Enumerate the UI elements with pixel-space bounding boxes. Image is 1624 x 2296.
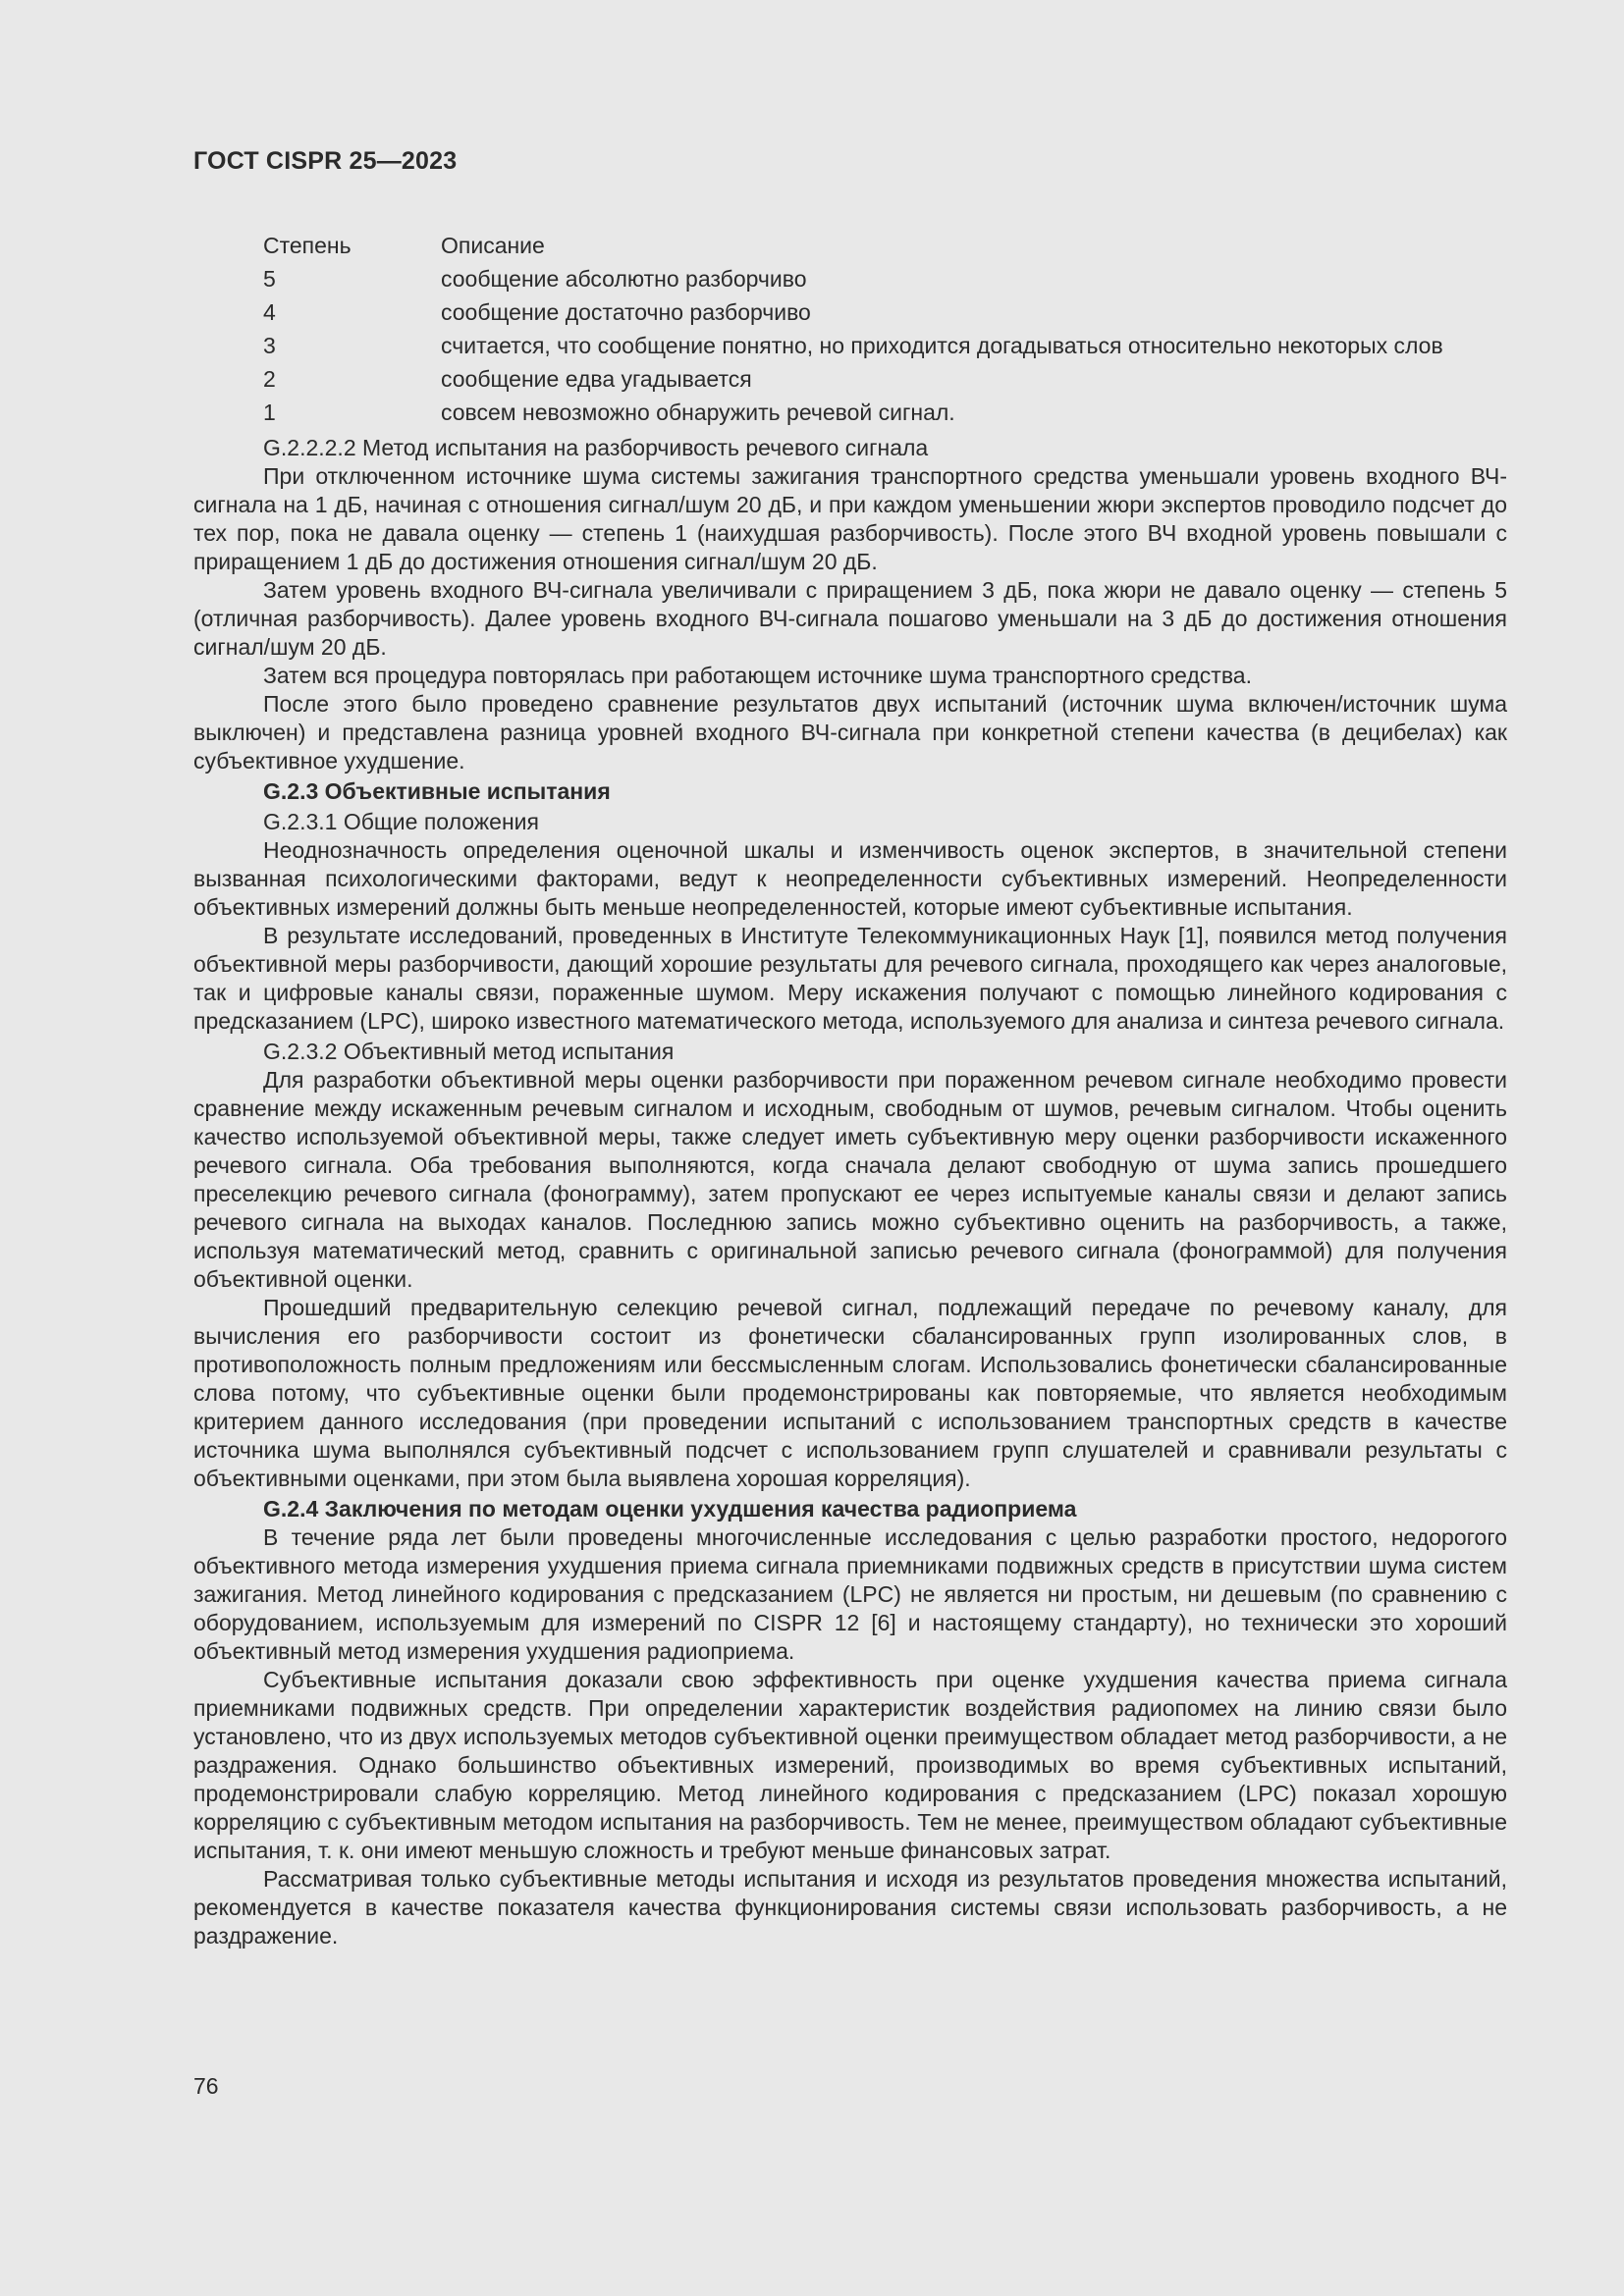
paragraph: После этого было проведено сравнение результатов двух испытаний (источник шума включен/источник шума выключен) и представлена разница уровней входного ВЧ-сигнала при конкретной степени качества (в децибелах) как субъективное ухудшение. xyxy=(193,691,1507,774)
description-column-header: Описание xyxy=(441,233,545,258)
grade-value: 4 xyxy=(263,299,276,325)
grade-description: совсем невозможно обнаружить речевой сигнал. xyxy=(441,400,955,425)
section-heading-g2222: G.2.2.2.2 Метод испытания на разборчивость речевого сигнала xyxy=(263,435,929,460)
paragraph: В результате исследований, проведенных в Институте Телекоммуникационных Наук [1], появился метод получения объективной меры разборчивости, дающий хорошие результаты для речевого сигнала, проходящего как через аналоговые, так и цифровые каналы связи, пораженные шумом. Меру искажения получают с помощью линейного кодирования с предсказанием (LPC), широко известного математического метода, используемого для анализа и синтеза речевого сигнала. xyxy=(193,923,1507,1034)
table-row xyxy=(193,332,1507,365)
paragraph: Затем вся процедура повторялась при работающем источнике шума транспортного средства. xyxy=(263,663,1252,688)
grade-description: сообщение достаточно разборчиво xyxy=(441,299,811,325)
table-row xyxy=(193,365,1507,399)
paragraph: При отключенном источнике шума системы зажигания транспортного средства уменьшали уровень входного ВЧ-сигнала на 1 дБ, начиная с отношения сигнал/шум 20 дБ, и при каждом уменьшении жюри экспертов проводило подсчет до тех пор, пока не давала оценку — степень 1 (наихудшая разборчивость). После этого ВЧ входной уровень повышали с приращением 1 дБ до достижения отношения сигнал/шум 20 дБ. xyxy=(193,463,1507,574)
section-heading-g24: G.2.4 Заключения по методам оценки ухудшения качества радиоприема xyxy=(263,1496,1077,1522)
grade-description: считается, что сообщение понятно, но приходится догадываться относительно некоторых слов xyxy=(441,333,1443,358)
grade-description: сообщение абсолютно разборчиво xyxy=(441,266,807,292)
grade-description: сообщение едва угадывается xyxy=(441,366,752,392)
subsection-heading-g231: G.2.3.1 Общие положения xyxy=(263,809,539,834)
table-row xyxy=(193,265,1507,298)
grade-value: 1 xyxy=(263,400,276,425)
paragraph: В течение ряда лет были проведены многочисленные исследования с целью разработки простого, недорогого объективного метода измерения ухудшения приема сигнала приемниками подвижных средств в присутствии шума систем зажигания. Метод линейного кодирования с предсказанием (LPC) не является ни простым, ни дешевым (по сравнению с оборудованием, используемым для измерений по CISPR 12 [6] и настоящему стандарту), но технически это хороший объективный метод измерения ухудшения радиоприема. xyxy=(193,1524,1507,1664)
subsection-heading-g232: G.2.3.2 Объективный метод испытания xyxy=(263,1039,675,1064)
page-content xyxy=(193,232,1507,1950)
table-row xyxy=(193,298,1507,332)
document-header: ГОСТ CISPR 25—2023 xyxy=(193,147,458,175)
section-heading-g23: G.2.3 Объективные испытания xyxy=(263,778,611,804)
paragraph: Рассматривая только субъективные методы испытания и исходя из результатов проведения множества испытаний, рекомендуется в качестве показателя качества функционирования системы связи использовать разборчивость, а не раздражение. xyxy=(193,1866,1507,1949)
paragraph: Субъективные испытания доказали свою эффективность при оценке ухудшения качества приема сигнала приемниками подвижных средств. При определении характеристик воздействия радиопомех на линию связи было установлено, что из двух используемых методов субъективной оценки преимуществом обладает метод разборчивости, а не раздражения. Однако большинство объективных измерений, производимых во время субъективных испытаний, продемонстрировали слабую корреляцию. Метод линейного кодирования с предсказанием (LPC) показал хорошую корреляцию с субъективным методом испытания на разборчивость. Тем не менее, преимуществом обладают субъективные испытания, т. к. они имеют меньшую сложность и требуют меньше финансовых затрат. xyxy=(193,1667,1507,1863)
paragraph: Затем уровень входного ВЧ-сигнала увеличивали с приращением 3 дБ, пока жюри не давало оценку — степень 5 (отличная разборчивость). Далее уровень входного ВЧ-сигнала пошагово уменьшали на 3 дБ до достижения отношения сигнал/шум 20 дБ. xyxy=(193,577,1507,660)
table-row xyxy=(193,399,1507,432)
grade-value: 2 xyxy=(263,366,276,392)
paragraph: Для разработки объективной меры оценки разборчивости при пораженном речевом сигнале необходимо провести сравнение между искаженным речевым сигналом и исходным, свободным от шумов, речевым сигналом. Чтобы оценить качество используемой объективной меры, также следует иметь субъективную меру оценки разборчивости искаженного речевого сигнала. Оба требования выполняются, когда сначала делают свободную от шума запись прошедшего преселекцию речевого сигнала (фонограмму), затем пропускают ее через испытуемые каналы связи и делают запись речевого сигнала на выходах каналов. Последнюю запись можно субъективно оценить на разборчивость, а также, используя математический метод, сравнить с оригинальной записью речевого сигнала (фонограммой) для получения объективной оценки. xyxy=(193,1067,1507,1292)
grade-value: 3 xyxy=(263,333,276,358)
paragraph: Прошедший предварительную селекцию речевой сигнал, подлежащий передаче по речевому каналу, для вычисления его разборчивости состоит из фонетически сбалансированных групп изолированных слов, в противоположность полным предложениям или бессмысленным слогам. Использовались фонетически сбалансированные слова потому, что субъективные оценки были продемонстрированы как повторяемые, что является необходимым критерием данного исследования (при проведении испытаний с использованием транспортных средств в качестве источника шума выполнялся субъективный подсчет с использованием групп слушателей и сравнивали результаты с объективными оценками, при этом была выявлена хорошая корреляция). xyxy=(193,1295,1507,1491)
grades-table xyxy=(193,232,1507,432)
grade-value: 5 xyxy=(263,266,276,292)
page-number: 76 xyxy=(193,2073,219,2099)
grades-header-row xyxy=(193,232,1507,265)
paragraph: Неоднозначность определения оценочной шкалы и изменчивость оценок экспертов, в значительной степени вызванная психологическими факторами, ведут к неопределенности субъективных измерений. Неопределенности объективных измерений должны быть меньше неопределенностей, которые имеют субъективные испытания. xyxy=(193,837,1507,920)
grade-column-header: Степень xyxy=(263,233,352,258)
